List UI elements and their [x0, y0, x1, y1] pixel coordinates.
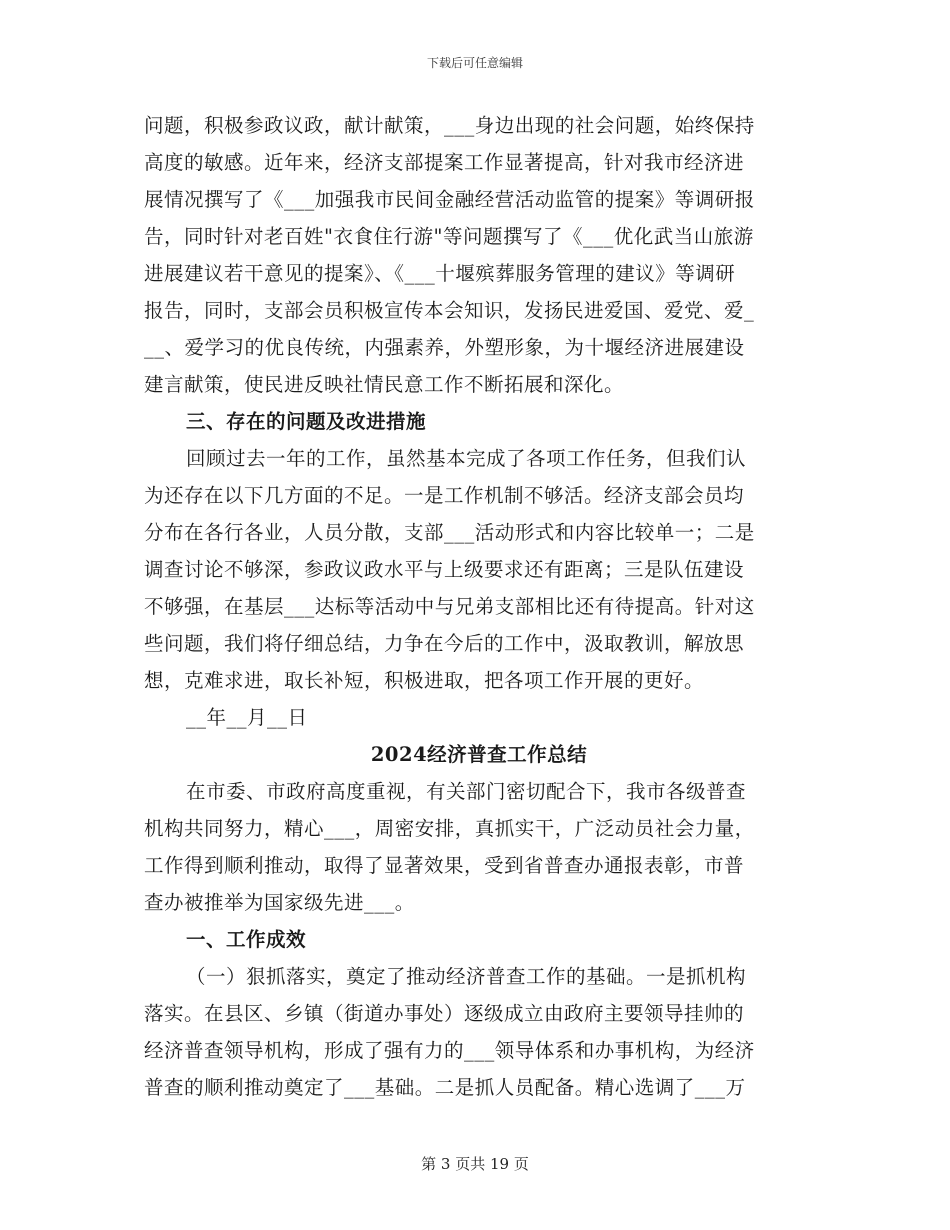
text-line: （一）狠抓落实，奠定了推动经济普查工作的基础。一是抓机构 [186, 965, 747, 988]
text-line: 报告，同时，支部会员积极宣传本会知识，发扬民进爱国、爱党、爱_ [144, 299, 755, 322]
text-line: 问题，积极参政议政，献计献策，___身边出现的社会问题，始终保持 [144, 114, 755, 137]
text-line: 机构共同努力，精心___，周密安排，真抓实干，广泛动员社会力量， [144, 817, 755, 840]
text-line: 在市委、市政府高度重视，有关部门密切配合下，我市各级普查 [186, 780, 747, 803]
page-header: 下载后可任意编辑 [426, 56, 523, 70]
text-line: 普查的顺利推动奠定了___基础。二是抓人员配备。精心选调了___万 [144, 1076, 746, 1099]
document-body [144, 107, 814, 1106]
text-line: 建言献策，使民进反映社情民意工作不断拓展和深化。 [144, 373, 625, 396]
text-line: 想，克难求进，取长补短，积极进取，把各项工作开展的更好。 [144, 669, 705, 692]
text-line: __、爱学习的优良传统，内强素养，外塑形象，为十堰经济进展建设 [144, 336, 745, 359]
date-line: __年__月__日 [186, 706, 308, 729]
text-line: 进展建议若干意见的提案》、《___十堰殡葬服务管理的建议》等调研 [144, 262, 736, 285]
text-line: 经济普查领导机构，形成了强有力的___领导体系和办事机构，为经济 [144, 1039, 755, 1062]
text-line: 展情况撰写了《___加强我市民间金融经营活动监管的提案》等调研报 [144, 188, 755, 211]
text-line: 回顾过去一年的工作，虽然基本完成了各项工作任务，但我们认 [186, 447, 747, 470]
text-line: 分布在各行各业，人员分散，支部___活动形式和内容比较单一；二是 [144, 521, 755, 544]
text-line: 落实。在县区、乡镇（街道办事处）逐级成立由政府主要领导挂帅的 [144, 1002, 745, 1025]
section-heading: 三、存在的问题及改进措施 [186, 410, 427, 433]
page-footer: 第 3 页共 19 页 [421, 1155, 529, 1173]
text-line: 不够强，在基层___达标等活动中与兄弟支部相比还有待提高。针对这 [144, 595, 755, 618]
section-heading: 一、工作成效 [186, 928, 307, 951]
text-line: 告，同时针对老百姓"衣食住行游"等问题撰写了《___优化武当山旅游 [144, 225, 754, 248]
text-line: 工作得到顺利推动，取得了显著效果，受到省普查办通报表彰，市普 [144, 854, 745, 877]
document-title: 2024经济普查工作总结 [370, 743, 588, 766]
text-line: 查办被推举为国家级先进___。 [144, 891, 415, 914]
text-line: 调查讨论不够深，参政议政水平与上级要求还有距离；三是队伍建设 [144, 558, 745, 581]
text-line: 为还存在以下几方面的不足。一是工作机制不够活。经济支部会员均 [144, 484, 745, 507]
text-line: 高度的敏感。近年来，经济支部提案工作显著提高，针对我市经济进 [144, 151, 745, 174]
text-line: 些问题，我们将仔细总结，力争在今后的工作中，汲取教训，解放思 [144, 632, 745, 655]
